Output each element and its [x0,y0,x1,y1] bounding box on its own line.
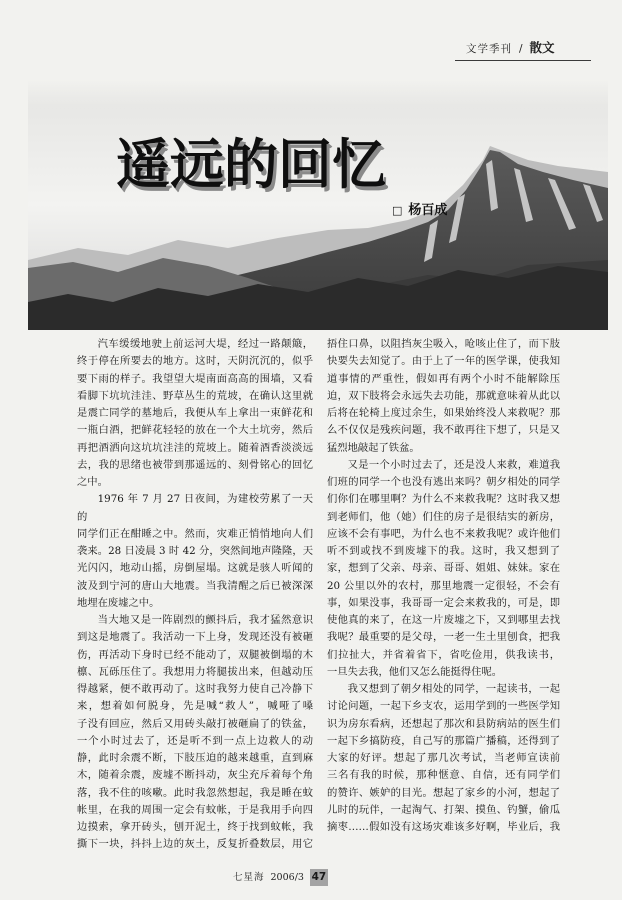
paragraph [77,491,313,612]
text-line: 应该不会有事吧，为什么也不来救我呢？或许他们 [327,527,560,540]
text-line: 落，我不住的咳嗽。此时我忽然想起，我是睡在蚊 [77,786,313,799]
magazine-name: 七星海 [233,872,265,883]
text-line: 去，我的思绪也被带到那遥远的、刻骨铭心的回忆 [77,458,313,471]
text-line: 识为房东看病，还想起了那次和县防病站的医生们 [327,717,560,730]
text-line: 听不到或找不到废墟下的我。这时，我又想到了 [327,545,560,557]
text-line: 终于停在所要去的地方。这时，天阴沉沉的，似乎 [77,355,313,368]
issue-number: 2006/3 [270,872,304,883]
text-line: 一旦失去我，他们又怎么能挺得住呢。 [327,665,503,678]
text-line: 到这是地震了。我活动一下上身，发现还没有被砸 [77,631,313,644]
text-line: 摘枣……假如没有这场灾难该多好啊，毕业后，我 [327,821,560,833]
author-marker-icon: □ [392,204,403,217]
header-rule [455,60,591,61]
text-line: 得越紧，便不敢再动了。这时我努力使自己冷静下 [77,683,313,695]
text-line: 袭来。28 日凌晨 3 时 42 分，突然间地声隆隆，天 [77,545,313,557]
photo-top-fade [28,80,608,108]
text-line: 事，如果没事，我哥哥一定会来救我的，可是，即 [327,596,560,609]
text-column-right [327,336,560,836]
text-line: 我呢？最重要的是父母，一老一生土里刨食，把我 [327,631,560,644]
text-line: 捂住口鼻，以阻挡灰尘吸入，呛咳止住了，而下肢 [327,338,560,350]
text-line: 檩、瓦砾压住了。我想用力将腿拔出来，但越动压 [77,665,313,678]
text-line: 伤，再活动下身时已经不能动了，双腿被倒塌的木 [77,648,313,661]
text-line: 当大地又是一阵剧烈的颤抖后，我才猛然意识 [97,614,313,626]
text-line: 光闪闪，地动山摇，房倒屋塌。这就是骇人听闻的 [77,562,313,575]
text-line: 木，随着余震，废墟不断抖动，灰尘充斥着每个角 [77,769,313,782]
text-line: 20 公里以外的农村，那里地震一定很轻，不会有 [327,579,560,592]
page-number: 47 [310,869,328,886]
text-line: 们班的同学一个也没有逃出来吗？朝夕相处的同学 [327,476,560,488]
running-header [466,40,555,56]
text-line: 波及到宁河的唐山大地震。当我清醒之后已被深深 [77,579,313,592]
text-line: 三名有我的时候，那种惬意、自信，还有同学们 [327,769,560,782]
page-footer [233,869,328,886]
header-separator: / [519,43,523,55]
paragraph [327,336,560,457]
article-title: 遥远的回忆 [116,133,386,196]
text-line: 之中。 [77,476,108,488]
text-line: 是震亡同学的墓地后，我便从车上拿出一束鲜花和 [77,407,313,419]
text-line: 大家的好评。想起了那几次考试，当老师宣读前 [327,752,560,764]
paragraph [77,336,313,491]
text-line: 子没有回应，然后又用砖头敲打被砸扁了的铁盆， [77,717,313,730]
text-line: 后将在轮椅上度过余生，如果始终没人来救呢？那 [327,407,560,419]
paragraph [327,457,560,681]
text-line: 猛烈地敲起了铁盆。 [327,441,420,454]
text-line: 汽车缓缓地驶上前运河大堤，经过一路颠簸， [97,338,313,350]
text-line: 们你们在哪里啊？为什么不来救我呢？这时我又想 [327,493,560,506]
paragraph [327,681,560,836]
text-line: 地埋在废墟之中。 [77,596,160,609]
text-line: 撕下一块，抖抖上边的灰土，反复折叠数层，用它 [77,838,313,851]
text-line: 同学们正在酣睡之中。然而，灾难正悄悄地向人们 [77,527,313,540]
text-line: 我又想到了朝夕相处的同学，一起读书，一起 [347,683,560,695]
text-line: 静，此时余震不断，下肢压迫的越来越重，直到麻 [77,752,313,764]
text-line: 儿时的玩伴，一起淘气、打架、摸鱼、钓蟹，偷瓜 [327,803,560,816]
text-line: 帐里，在我的周围一定会有蚊帐，于是我用手向四 [77,803,313,816]
text-line: 要下雨的样子。我望望大堤南面高高的围墙，又看 [77,372,313,385]
text-line: 快要失去知觉了。由于上了一年的医学课，使我知 [327,355,560,368]
text-column-left [77,336,313,854]
section-name: 散文 [529,40,555,55]
text-line: 的赞许、嫉妒的目光。想起了家乡的小河，想起了 [327,786,560,799]
text-line: 家，想到了父亲、母亲、哥哥、姐姐、妹妹。家在 [327,562,560,575]
text-line: 迫，双下肢将会永远失去功能，那就意味着从此以 [327,389,560,402]
text-line: 来，想着如何脱身，先是喊“救人”，喊哑了嗓 [77,700,313,713]
author-name: 杨百成 [408,203,448,218]
mountain-photo [28,80,608,330]
text-line: 道事情的严重性，假如再有两个小时不能解除压 [327,372,560,385]
text-line: 再把酒洒向这坑坑洼洼的荒坡上。随着酒香淡淡远 [77,441,313,454]
text-line: 边摸索，拿开砖头，刨开泥土，终于找到蚊帐，我 [77,821,313,833]
text-line: 又是一个小时过去了，还是没人来救，难道我 [347,458,560,471]
text-line: 讨论问题，一起下乡支农，运用学到的一些医学知 [327,700,560,713]
text-line: 一个小时过去了，还是听不到一点上边救人的动 [77,734,313,747]
text-line: 么不仅仅是残疾问题，我不敢再往下想了，只是又 [327,424,560,437]
text-line: 到老师们，他（她）们住的房子是很结实的新房， [327,510,560,523]
journal-name: 文学季刊 [466,43,512,55]
text-line: 一起下乡搞防疫，自己写的那篇广播稿，还得到了 [327,734,560,747]
text-line: 们拉扯大，并省着省下，省吃俭用，供我读书， [327,648,560,661]
text-line: 使他真的来了，在这一片废墟之下，又到哪里去找 [327,614,560,626]
text-line: 一瓶白酒，把鲜花轻轻的放在一个大土坑旁，然后 [77,424,313,437]
paragraph [77,612,313,854]
text-line: 看脚下坑坑洼洼、野草丛生的荒坡，在确认这里就 [77,389,313,402]
byline [392,203,447,219]
text-line: 1976 年 7 月 27 日夜间，为建校劳累了一天的 [77,493,313,523]
